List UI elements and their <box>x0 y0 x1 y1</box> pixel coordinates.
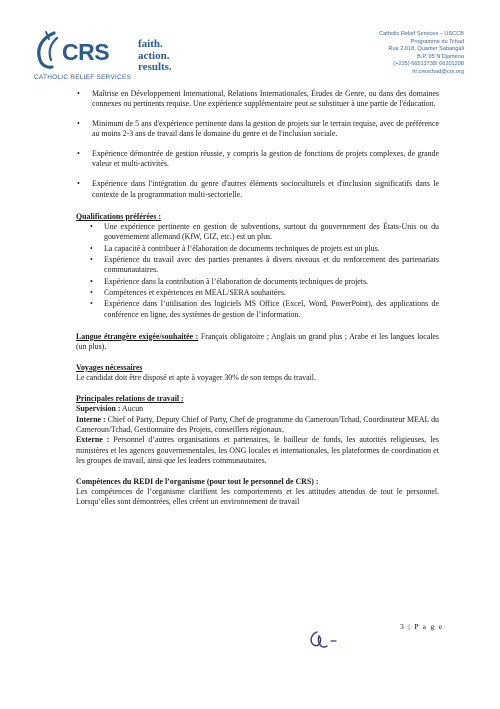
external-label: Externe : <box>76 435 110 445</box>
list-item-text: Expérience du travail avec des parties prenantes à divers niveaux et du renforcement des partenariats communautaires. <box>104 255 439 275</box>
list-item <box>76 149 439 170</box>
supervision-label: Supervision : <box>76 404 121 414</box>
list-item-text: Maîtrise en Développement International, Relations Internationales, Études de Genre, ou dans des domaines connexes ou pertinents requise. Une expérience supplémentaire peut se substituer à une partie de l'éducation. <box>92 89 439 109</box>
list-item-text: Compétences et expériences en MEAL/SERA souhaitées. <box>104 287 286 297</box>
address-line: Rue 2.018, Quartier Sabangali <box>388 46 464 53</box>
logo-org-name: CATHOLIC RELIEF SERVICES <box>34 74 132 81</box>
preferred-list <box>76 222 439 320</box>
document-body <box>76 89 439 508</box>
logo-tagline <box>138 39 172 74</box>
page-number: 3 | P a g e <box>400 622 444 631</box>
preferred-section <box>76 212 439 320</box>
competencies-text: Les compétences de l’organisme clarifient les comportements et les attitudes attendus de tout le personnel. Lorsqu’elles sont démontrées, elles créent un environnement de travail <box>76 486 439 507</box>
travel-text: Le candidat doit être disposé et apte à voyager 30% de son temps du travail. <box>76 373 316 383</box>
travel-section <box>76 363 439 384</box>
list-item-text: Expérience dans la contribution à l’élaboration de documents techniques de projets. <box>104 276 369 286</box>
internal-line <box>76 415 439 436</box>
list-item <box>76 222 439 243</box>
tagline-line: results. <box>138 61 172 73</box>
requirements-list <box>76 89 439 200</box>
address-line: Catholic Relief Services – USCCB <box>379 31 464 37</box>
bullet-icon: • <box>90 276 93 286</box>
crs-flame-icon <box>34 30 64 70</box>
address-line: Programme du Tchad <box>410 38 464 45</box>
bullet-icon: • <box>77 119 80 129</box>
bullet-icon: • <box>77 89 80 98</box>
internal-label: Interne : <box>76 414 106 424</box>
internal-text: Chief of Party, Deputy Chief of Party, Chef de programme du Cameroun/Tchad, Coordinateur MEAL du Cameroun/Tchad, Gestionnaire des Projets, conseillers régionaux. <box>76 414 439 434</box>
tagline-line: faith. <box>138 38 163 50</box>
list-item <box>76 255 439 276</box>
logo-wordmark: CRS <box>62 39 110 65</box>
language-text: Français obligatoire ; Anglais un grand plus ; Arabe et les langues locales (un plus). <box>76 331 439 352</box>
list-item-text: La capacité à contribuer à l’élaboration de documents techniques de projets est un plus. <box>104 243 380 253</box>
section-heading: Compétences du REDI de l’organisme (pour tout le personnel de CRS) : <box>76 476 319 486</box>
list-item <box>76 89 439 110</box>
address-email: hr.creschad@crs.org <box>412 68 464 75</box>
bullet-icon: • <box>77 179 80 189</box>
external-text: Personnel d’autres organisations et partenaires, le bailleur de fonds, les autorités religieuses, les ministères et les agences gouvernementales, les ONG locales et internationales, les plateformes de coordination et les groupes de travail, ainsi que les leaders communautaires. <box>76 435 439 465</box>
relations-section <box>76 394 439 466</box>
competencies-section <box>76 477 439 508</box>
supervision-line <box>76 404 439 414</box>
list-item <box>76 119 439 140</box>
list-item <box>76 299 439 320</box>
bullet-icon: • <box>90 243 93 253</box>
section-heading: Principales relations de travail : <box>76 394 184 404</box>
language-paragraph <box>76 332 439 353</box>
list-item-text: Minimum de 5 ans d'expérience pertinente dans la gestion de projets sur le terrain requise, avec de préférence au moins 2-3 ans de travail dans le domaine du genre et de l'inclusion sociale. <box>92 119 439 139</box>
section-heading: Langue étrangère exigée/souhaitée : <box>76 331 199 341</box>
crs-logo <box>34 30 204 84</box>
list-item <box>76 277 439 287</box>
bullet-icon: • <box>77 149 80 159</box>
tagline-line: action. <box>138 49 170 62</box>
section-heading: Voyages nécessaires <box>76 362 143 372</box>
list-item-text: Une expérience pertinente en gestion de subventions, surtout du gouvernement des États-Unis ou du gouvernement allemand (KfW, GIZ, etc.) est un plus. <box>104 222 439 242</box>
list-item-text: Expérience dans l'intégration du genre d'autres éléments socioculturels et d'inclusion significatifs dans le contexte de la programmation multi-sectorielle. <box>92 179 439 199</box>
signature-initials <box>305 626 341 654</box>
section-heading: Qualifications préférées : <box>76 211 162 221</box>
supervision-text: Aucun <box>120 404 144 414</box>
list-item-text: Expérience démontrée de gestion réussie, y compris la gestion de fonctions de projets complexes, de grande valeur et multi-activités. <box>92 149 439 169</box>
list-item <box>76 179 439 200</box>
bullet-icon: • <box>90 222 93 232</box>
address-line: (+235) 66513738/ 66201298 <box>393 61 464 68</box>
office-address <box>379 31 464 77</box>
bullet-icon: • <box>90 255 93 265</box>
address-line: B.P. 95 N’Djamena <box>417 53 464 60</box>
list-item-text: Expérience dans l’utilisation des logiciels MS Office (Excel, Word, PowerPoint), des applications de conférence en ligne, des systèmes de gestion de l’information. <box>104 299 439 319</box>
bullet-icon: • <box>90 287 93 297</box>
list-item <box>76 288 439 298</box>
external-line <box>76 435 439 466</box>
list-item <box>76 244 439 254</box>
bullet-icon: • <box>90 299 93 309</box>
